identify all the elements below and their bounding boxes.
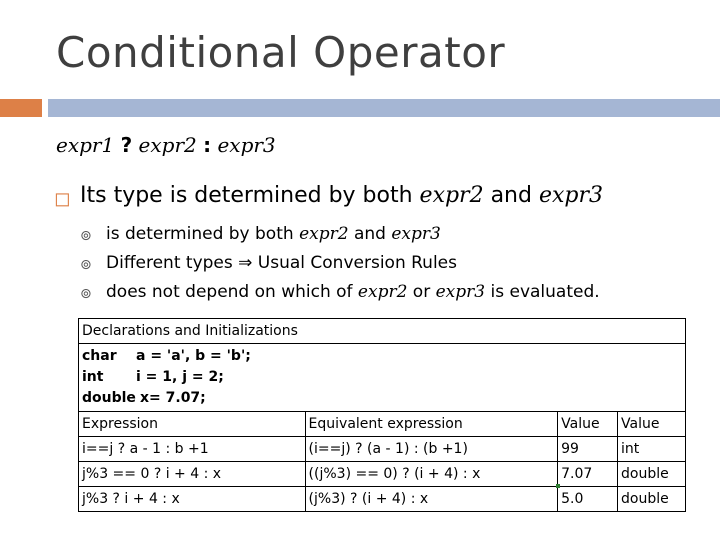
decl-header-row (79, 319, 686, 344)
decl-line (82, 367, 682, 388)
square-bullet-icon: ◻ (54, 186, 71, 210)
table-cell: (j%3) ? (i + 4) : x (305, 487, 558, 512)
circle-bullet-icon: ⊚ (80, 228, 92, 244)
expr3-text: expr3 (217, 133, 276, 157)
decl-body-row (79, 344, 686, 412)
expression-syntax (56, 133, 276, 157)
expr2-text: expr2 (138, 133, 197, 157)
sub-bullet-2 (106, 253, 457, 273)
title-rule-band (48, 99, 720, 117)
table-row (79, 487, 686, 512)
sub-bullet-1-expr2: expr2 (299, 224, 349, 244)
main-bullet-expr3: expr3 (538, 183, 603, 208)
table-cell: (i==j) ? (a - 1) : (b +1) (305, 437, 558, 462)
sub-bullet-2-text: Different types (106, 253, 239, 273)
decl-line (82, 346, 682, 367)
table-cell: j%3 ? i + 4 : x (79, 487, 306, 512)
main-bullet-expr2: expr2 (419, 183, 484, 208)
table-cell: ((j%3) == 0) ? (i + 4) : x (305, 462, 558, 487)
main-bullet-and: and (483, 183, 539, 208)
circle-bullet-icon: ⊚ (80, 257, 92, 273)
table-cell: 5.0 (558, 487, 618, 512)
implies-arrow-icon: ⇒ (238, 253, 253, 273)
table-cell: i==j ? a - 1 : b +1 (79, 437, 306, 462)
conditional-examples-table (78, 318, 686, 512)
sub-bullet-1-text: is determined by both (106, 224, 300, 244)
header-cell: Equivalent expression (305, 412, 558, 437)
title-rule-accent (0, 99, 42, 117)
sub-bullet-3 (106, 282, 600, 302)
sub-bullet-3-expr2: expr2 (357, 282, 408, 302)
header-cell: Value (618, 412, 686, 437)
table-row (79, 437, 686, 462)
decl-type: int (82, 369, 104, 385)
sub-bullet-3-expr3: expr3 (435, 282, 486, 302)
decl-line (82, 388, 682, 409)
table-header-row (79, 412, 686, 437)
header-cell: Value (558, 412, 618, 437)
table-cell: 99 (558, 437, 618, 462)
decl-values: x= 7.07; (140, 390, 206, 406)
expr1-text: expr1 (56, 133, 115, 157)
table-cell: double (618, 462, 686, 487)
main-bullet (80, 183, 603, 208)
table-cell: int (618, 437, 686, 462)
decl-values: i = 1, j = 2; (136, 369, 224, 385)
table-cell: 7.07 (558, 462, 618, 487)
cell-marker (556, 484, 560, 488)
table-cell: j%3 == 0 ? i + 4 : x (79, 462, 306, 487)
slide-title: Conditional Operator (56, 28, 506, 77)
question-operator: ? (120, 133, 133, 157)
sub-bullet-3-or: or (407, 282, 436, 302)
sub-bullet-3-rest: is evaluated. (485, 282, 600, 302)
header-cell: Expression (79, 412, 306, 437)
sub-bullet-1-and: and (348, 224, 392, 244)
circle-bullet-icon: ⊚ (80, 286, 92, 302)
colon-operator: : (203, 133, 212, 157)
main-bullet-text: Its type is determined by both (80, 183, 420, 208)
sub-bullet-1 (106, 224, 441, 244)
decl-type: double (82, 390, 136, 406)
sub-bullet-1-expr3: expr3 (391, 224, 441, 244)
table-row (79, 462, 686, 487)
decl-values: a = 'a', b = 'b'; (136, 348, 251, 364)
decl-body-cell (79, 344, 686, 412)
decl-header-cell: Declarations and Initializations (79, 319, 686, 344)
sub-bullet-2-rest: Usual Conversion Rules (252, 253, 457, 273)
table-cell: double (618, 487, 686, 512)
sub-bullet-3-text: does not depend on which of (106, 282, 358, 302)
decl-type: char (82, 348, 117, 364)
